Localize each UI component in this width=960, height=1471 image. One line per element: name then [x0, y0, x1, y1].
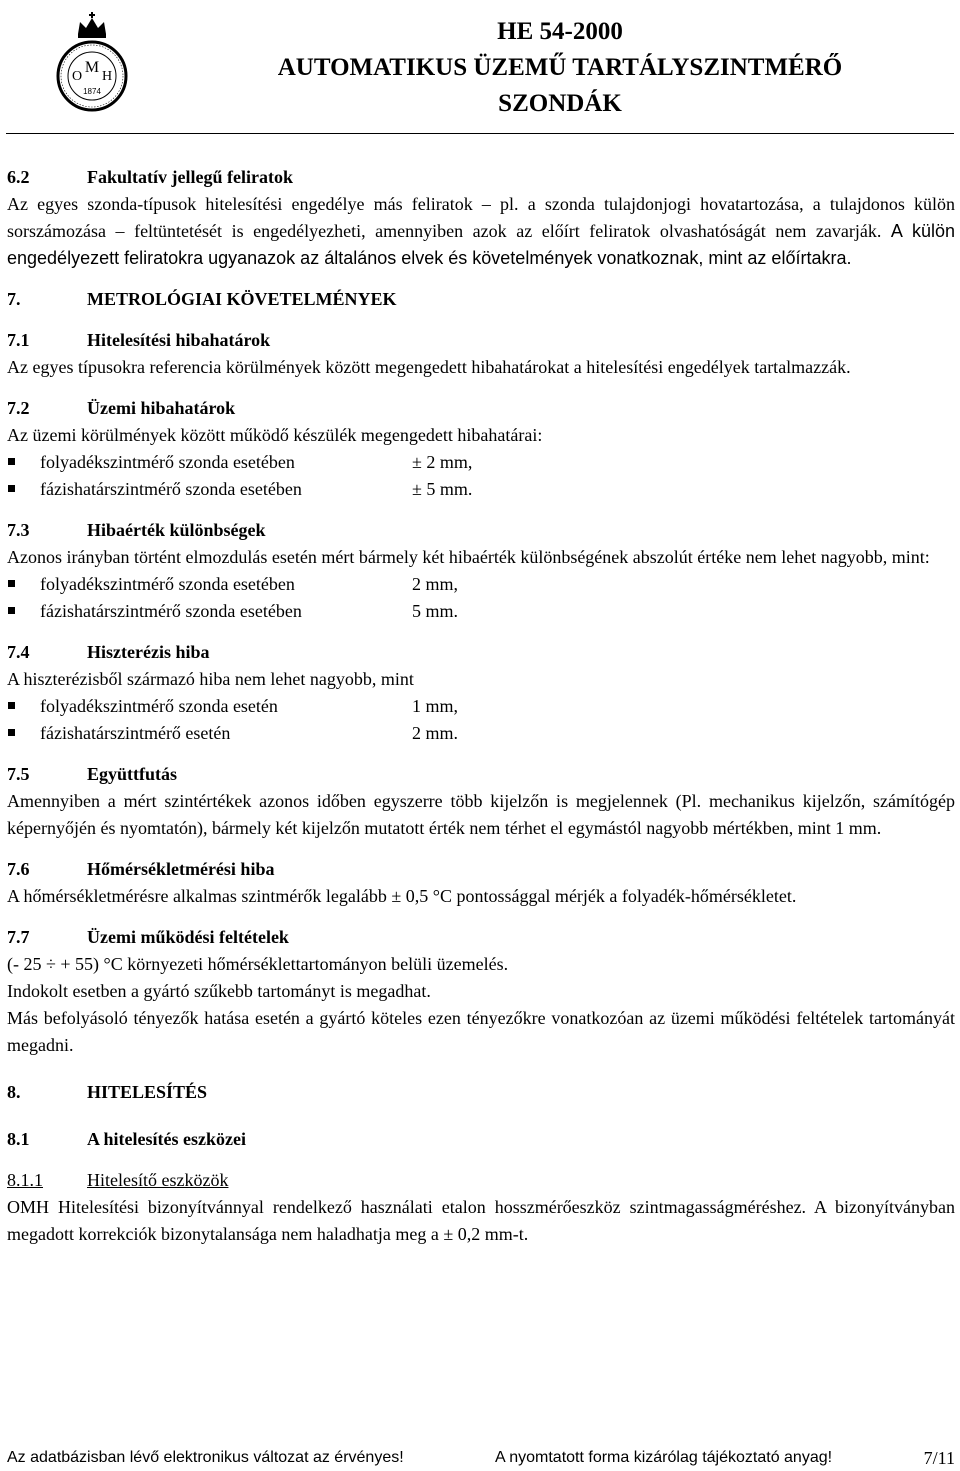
section-7-7-heading: 7.7 Üzemi működési feltételek	[7, 927, 289, 947]
section-7-6-paragraph: A hőmérsékletmérésre alkalmas szintmérők legalább ± 0,5 °C pontossággal mérjék a folyadék-hőmérsékletet.	[7, 886, 797, 906]
document-title	[170, 14, 950, 122]
section-7-6-heading: 7.6 Hőmérsékletmérési hiba	[7, 859, 275, 879]
list-item: fázishatárszintmérő szonda esetében ± 5 mm.	[7, 476, 955, 503]
bullet-icon	[8, 458, 15, 465]
bullet-icon	[8, 702, 15, 709]
document-code: HE 54-2000	[497, 18, 623, 45]
logo-letter-h: H	[101, 69, 113, 84]
header-divider	[6, 133, 954, 134]
section-8-heading: 8. HITELESÍTÉS	[7, 1082, 208, 1102]
document-body	[7, 164, 955, 1248]
bullet-icon	[8, 607, 15, 614]
section-7-7-paragraph-3: Más befolyásoló tényezők hatása esetén a gyártó köteles ezen tényezőkre vonatkozóan az üzemi működési feltételek tartományát megadni.	[7, 1008, 955, 1055]
crown-icon	[78, 12, 106, 38]
list-item: folyadékszintmérő szonda esetén 1 mm,	[7, 693, 955, 720]
list-item: folyadékszintmérő szonda esetében ± 2 mm,	[7, 449, 955, 476]
section-7-2-paragraph: Az üzemi körülmények között működő készülék megengedett hibahatárai:	[7, 425, 543, 445]
page-header	[0, 0, 960, 137]
footer-center-note: A nyomtatott forma kizárólag tájékoztató anyag!	[495, 1449, 833, 1466]
title-line-1: AUTOMATIKUS ÜZEMŰ TARTÁLYSZINTMÉRŐ	[277, 54, 843, 81]
list-item: fázishatárszintmérő esetén 2 mm.	[7, 720, 955, 747]
section-7-7-paragraph-2: Indokolt esetben a gyártó szűkebb tartományt is megadhat.	[7, 981, 431, 1001]
logo-letter-o: O	[71, 69, 83, 84]
section-8-1-heading: 8.1 A hitelesítés eszközei	[7, 1129, 246, 1149]
bullet-icon	[8, 485, 15, 492]
page-number: 7/11	[923, 1448, 955, 1468]
section-7-7-paragraph-1: (- 25 ÷ + 55) °C környezeti hőmérséklettartományon belüli üzemelés.	[7, 954, 509, 974]
bullet-icon	[8, 729, 15, 736]
section-7-heading: 7. METROLÓGIAI KÖVETELMÉNYEK	[7, 289, 397, 309]
section-7-3-paragraph: Azonos irányban történt elmozdulás esetén mért bármely két hibaérték különbségének abszolút értéke nem lehet nagyobb, mint:	[7, 547, 930, 567]
footer-left-note: Az adatbázisban lévő elektronikus változat az érvényes!	[7, 1449, 404, 1466]
section-6-2-paragraph: Az egyes szonda-típusok hitelesítési engedélye más feliratok – pl. a szonda tulajdonjogi hovatartozása, a tulajdonos külön sorszámozása – feltüntetését is engedélyezheti, amennyiben azok az előírt feliratok olvashatóságát nem zavarják. A külön engedélyezett feliratokra ugyanazok az általános elvek és követelmények vonatkoznak, mint az előírtakra.	[7, 194, 956, 268]
section-7-2-list	[7, 449, 955, 503]
section-8-1-1-heading: 8.1.1 Hitelesítő eszközök	[7, 1170, 229, 1190]
section-7-1-paragraph: Az egyes típusokra referencia körülmények között megengedett hibahatárokat a hitelesítési engedélyek tartalmazzák.	[7, 357, 851, 377]
omh-logo	[50, 12, 134, 112]
section-7-4-paragraph: A hiszterézisből származó hiba nem lehet nagyobb, mint	[7, 669, 414, 689]
section-8-1-1-paragraph: OMH Hitelesítési bizonyítvánnyal rendelkező használati etalon hosszmérőeszköz szintmagasságméréshez. A bizonyítványban megadott korrekciók bizonytalansága nem haladhatja meg a ± 0,2 mm-t.	[7, 1197, 955, 1244]
section-6-2-heading: 6.2 Fakultatív jellegű feliratok	[7, 167, 293, 187]
logo-letter-m: M	[84, 59, 100, 76]
section-7-4-heading: 7.4 Hiszterézis hiba	[7, 642, 210, 662]
bullet-icon	[8, 580, 15, 587]
list-item: fázishatárszintmérő szonda esetében 5 mm.	[7, 598, 955, 625]
section-7-5-heading: 7.5 Együttfutás	[7, 764, 178, 784]
section-7-4-list	[7, 693, 955, 747]
section-7-2-heading: 7.2 Üzemi hibahatárok	[7, 398, 236, 418]
section-7-1-heading: 7.1 Hitelesítési hibahatárok	[7, 330, 271, 350]
section-7-5-paragraph: Amennyiben a mért szintértékek azonos időben egyszerre több kijelzőn is megjelennek (Pl. mechanikus kijelzőn, számítógép képernyőjén és nyomtatón), bármely két kijelzőn mutatott érték nem térhet el egymástól nagyobb mértékben, mint 1 mm.	[7, 791, 955, 838]
title-line-2: SZONDÁK	[498, 90, 622, 117]
section-7-3-list	[7, 571, 955, 625]
section-7-3-heading: 7.3 Hibaérték különbségek	[7, 520, 266, 540]
logo-year: 1874	[83, 87, 101, 96]
list-item: folyadékszintmérő szonda esetében 2 mm,	[7, 571, 955, 598]
